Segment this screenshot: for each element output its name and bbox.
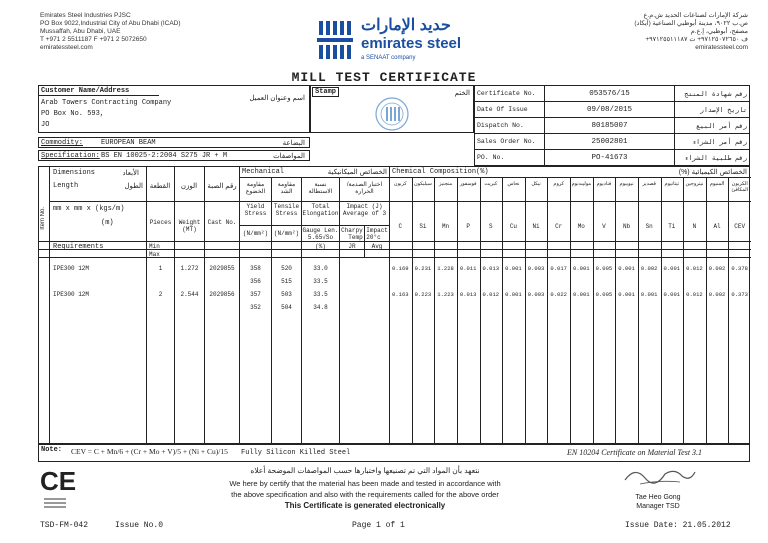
- gauge-length-label: Gauge Len. 5.65√So: [302, 227, 339, 241]
- element-value: 0.223: [414, 291, 432, 298]
- weight-label-ar: الوزن: [180, 183, 198, 190]
- element-label-ar: فوسفور: [459, 181, 477, 187]
- logo-arabic: حديد الإمارات: [361, 17, 451, 34]
- document-title: MILL TEST CERTIFICATE: [291, 70, 477, 85]
- element-header: Si: [419, 223, 427, 230]
- certify-line-3: This Certificate is generated electronically: [284, 501, 446, 510]
- row-2-elong-2: 34.8: [313, 304, 328, 311]
- address-line-ar: مصفح، أبوظبي، إ.ع.م: [690, 28, 748, 35]
- avg-label: Avg: [371, 243, 383, 250]
- company-address-en: [40, 12, 181, 52]
- element-label-ar: الكربون المكافئ: [731, 181, 749, 193]
- element-value: 0.001: [640, 291, 658, 298]
- killed-steel-note: Fully Silicon Killed Steel: [241, 449, 351, 457]
- specification-value: BS EN 10025-2:2004 S275 JR + M: [101, 152, 228, 160]
- impact-label-ar: اختبار الصدمة/الحرارة: [346, 182, 383, 195]
- dimensions-label: Dimensions: [53, 169, 96, 177]
- certificate-number: 053576/15: [545, 86, 675, 102]
- cert-row-label: Date Of Issue: [475, 102, 545, 118]
- row-1-yield-1: 358: [250, 265, 261, 272]
- commodity-row: [38, 137, 310, 148]
- row-2-tensile-2: 504: [281, 304, 292, 311]
- tensile-unit: (N/mm²): [273, 230, 300, 237]
- specification-label: Specification:: [41, 152, 100, 160]
- cert-row-label: Sales Order No.: [475, 134, 545, 150]
- element-value: 0.002: [708, 291, 726, 298]
- row-2-cast: 2029856: [209, 291, 235, 298]
- address-line: Mussaffah, Abu Dhabi, UAE: [40, 28, 121, 35]
- cert-row: [475, 134, 750, 150]
- element-value: 0.373: [731, 291, 748, 298]
- pieces-label: Pieces: [149, 219, 172, 226]
- cert-row-label-ar: تاريخ الإصدار: [675, 102, 750, 118]
- cert-row-label: Certificate No.: [475, 86, 545, 102]
- element-value: 0.169: [392, 265, 409, 272]
- element-header: V: [602, 223, 606, 230]
- total-elongation-label: Total Elongation: [302, 203, 339, 217]
- element-value: 1.228: [437, 265, 454, 272]
- phone-line-ar: ف ٩٧١٢٥٠٧٢٦٥٠+ ت ٩٧١٢٥٥١١١٨٧+: [645, 36, 748, 43]
- element-label-ar: نيتروجين: [685, 181, 704, 187]
- element-value: 0.163: [392, 291, 409, 298]
- row-1-weight: 1.272: [180, 265, 199, 272]
- certify-line-1: We here by certify that the material has been made and tested in accordance with: [229, 479, 501, 488]
- cert-row: [475, 102, 750, 118]
- row-2-pieces: 2: [158, 291, 163, 298]
- element-label-ar: سيليكون: [413, 181, 432, 187]
- row-1-pieces: 1: [158, 265, 163, 272]
- element-label-ar: تيتانيوم: [664, 181, 680, 187]
- web-line-ar: emiratessteel.com: [695, 44, 748, 51]
- signer-name: Tae Heo Gong: [635, 494, 681, 501]
- page-number: Page 1 of 1: [352, 521, 405, 530]
- element-header: Cr: [555, 223, 563, 230]
- row-2-elong-1: 33.5: [313, 291, 328, 298]
- length-label: Length: [53, 182, 79, 190]
- company-logo: [315, 15, 475, 67]
- mechanical-label: Mechanical: [242, 168, 285, 176]
- row-2-yield-1: 357: [250, 291, 261, 298]
- element-header: N: [692, 223, 697, 230]
- element-header: P: [466, 223, 470, 230]
- dispatch-number: 80185007: [545, 118, 675, 134]
- charpy-label: Charpy Impact Temp 20°c: [341, 227, 388, 241]
- row-2-yield-2: 352: [250, 304, 261, 311]
- customer-box: [38, 85, 310, 133]
- stamp-box: [310, 85, 474, 133]
- unit-row: mm x mm x (kgs/m): [53, 205, 125, 213]
- company-address-ar: [634, 12, 748, 52]
- row-2-size: IPE300 12M: [53, 291, 90, 298]
- commodity-label-ar: البضاعة: [282, 140, 305, 147]
- element-value: 0.005: [595, 265, 613, 272]
- element-label-ar: موليبدنوم: [571, 181, 592, 187]
- element-value: 0.231: [414, 265, 432, 272]
- element-value: 0.012: [686, 291, 703, 298]
- en-10204-note: EN 10204 Certificate on Material Test 3.1: [567, 448, 703, 457]
- element-header: Nb: [622, 223, 631, 230]
- address-line-ar: ص.ب ٩٠٢٢، مدينة أبوظبي الصناعية (آيكاد): [634, 20, 748, 27]
- company-stamp-icon: [373, 96, 411, 132]
- requirements-label: Requirements: [53, 243, 104, 251]
- mechanical-label-ar: الخصائص الميكانيكية: [327, 169, 387, 176]
- certify-text-ar: نتعهد بأن المواد التي تم تصنيعها واختبارها حسب المواصفات الموضحة أعلاه: [250, 466, 480, 475]
- element-label-ar: نيوبيوم: [619, 181, 634, 187]
- element-header: Al: [713, 223, 721, 230]
- sales-order-number: 25002801: [545, 134, 675, 150]
- yield-label-ar: مقاومة الخضوع: [245, 182, 266, 195]
- cert-row: [475, 86, 750, 102]
- element-value: 0.002: [640, 265, 658, 272]
- element-value: 0.001: [618, 291, 635, 298]
- certify-line-2: the above specification and also with the requirements called for the above order: [231, 490, 499, 499]
- element-value: 0.005: [595, 291, 613, 298]
- chemical-label-ar: الخصائص الكيميائية (%): [678, 169, 747, 176]
- element-value: 0.003: [527, 291, 545, 298]
- phone-line: T +971 2 5511187 F +971 2 5072650: [40, 36, 147, 43]
- commodity-value: EUROPEAN BEAM: [101, 139, 156, 147]
- row-1-size: IPE300 12M: [53, 265, 90, 272]
- cert-row: [475, 118, 750, 134]
- min-label: Min: [149, 243, 160, 250]
- element-header: Ti: [668, 223, 676, 230]
- element-label-ar: نحاس: [507, 181, 520, 187]
- yield-unit: (N/mm²): [242, 230, 269, 237]
- element-label-ar: منجنيز: [438, 181, 453, 187]
- cert-row: [475, 150, 750, 166]
- cev-formula: CEV = C + Mn/6 + (Cr + Mo + V)/5 + (Ni + Cu)/15: [71, 447, 228, 456]
- element-value: 0.001: [618, 265, 635, 272]
- signature-icon: [620, 462, 700, 490]
- customer-address: PO Box No. 593,: [41, 110, 105, 118]
- row-2-weight: 2.544: [180, 291, 199, 298]
- commodity-label: Commodity:: [41, 139, 84, 147]
- company-name-ar: شركة الإمارات لصناعات الحديد ش.م.ع: [643, 12, 748, 19]
- element-header: C: [398, 223, 403, 230]
- cert-row-label-ar: رقم أمر الشراء: [675, 134, 750, 150]
- element-label-ar: قصدير: [642, 181, 656, 187]
- element-value: 1.223: [437, 291, 454, 298]
- test-results-table: [38, 166, 750, 444]
- element-value: 0.012: [686, 265, 703, 272]
- element-header: CEV: [734, 223, 746, 230]
- po-number: PO-41673: [545, 150, 675, 166]
- row-1-tensile-2: 515: [281, 278, 292, 285]
- impact-label: Impact (J) Average of 3: [342, 203, 387, 217]
- row-1-elong-1: 33.0: [313, 265, 328, 272]
- tensile-label-ar: مقاومة الشد: [277, 182, 296, 195]
- issue-number: Issue No.0: [115, 521, 164, 530]
- stamp-label: Stamp: [312, 87, 339, 97]
- pieces-label-ar: القطعة: [149, 183, 171, 190]
- row-1-cast: 2029855: [209, 265, 235, 272]
- customer-label-ar: اسم وعنوان العميل: [249, 95, 305, 102]
- element-value: 0.022: [550, 291, 567, 298]
- element-label-ar: كروم: [553, 181, 565, 187]
- note-label: Note:: [41, 446, 63, 454]
- element-label-ar: ألمنيوم: [709, 181, 725, 187]
- note-row: [38, 444, 750, 462]
- elongation-unit: (%): [315, 243, 326, 250]
- element-value: 0.378: [731, 265, 748, 272]
- form-number: TSD-FM-042: [40, 521, 89, 530]
- cert-row-label-ar: رقم أمر البيع: [675, 118, 750, 134]
- length-unit: (m): [101, 219, 114, 227]
- element-label-ar: نيكل: [531, 181, 541, 187]
- tensile-label: Tensile Stress: [273, 203, 300, 217]
- element-label-ar: فناديوم: [596, 181, 612, 187]
- ce-certification-details-icon: [44, 496, 66, 512]
- element-header: Mn: [441, 223, 450, 230]
- row-1-tensile-1: 520: [281, 265, 292, 272]
- row-1-elong-2: 33.5: [313, 278, 328, 285]
- chemical-label: Chemical Composition(%): [392, 168, 489, 176]
- elongation-label-ar: نسبة الاستطالة: [308, 182, 333, 195]
- cert-row-label-ar: رقم شهادة المنتج: [675, 86, 750, 102]
- row-2-tensile-1: 503: [281, 291, 292, 298]
- signer-title: Manager TSD: [636, 503, 680, 510]
- element-value: 0.001: [663, 265, 681, 272]
- element-value: 0.011: [459, 265, 477, 272]
- certificate-info-table: [474, 85, 750, 166]
- element-label-ar: كبريت: [484, 181, 498, 187]
- element-value: 0.013: [482, 265, 500, 272]
- logo-subtitle: a SENAAT company: [361, 55, 416, 61]
- element-header: Sn: [645, 223, 653, 230]
- element-header: S: [489, 223, 493, 230]
- element-value: 0.017: [550, 265, 567, 272]
- element-value: 0.013: [459, 291, 477, 298]
- weight-label: Weight (MT): [178, 219, 201, 233]
- date-of-issue: 09/08/2015: [545, 102, 675, 118]
- logo-mark-icon: [315, 17, 355, 63]
- length-label-ar: الطول: [124, 183, 143, 190]
- element-value: 0.001: [573, 291, 590, 298]
- element-value: 0.001: [505, 265, 522, 272]
- max-label: Max: [149, 251, 160, 258]
- cert-row-label: PO. No.: [475, 150, 545, 166]
- cast-label-ar: رقم الصبة: [207, 183, 237, 190]
- specification-label-ar: المواصفات: [273, 153, 305, 160]
- element-value: 0.001: [573, 265, 590, 272]
- company-name: Emirates Steel Industries PJSC: [40, 12, 131, 19]
- customer-name: Arab Towers Contracting Company: [41, 99, 172, 107]
- element-header: Mo: [577, 223, 585, 230]
- dimensions-label-ar: الأبعاد: [122, 170, 139, 177]
- cert-row-label: Dispatch No.: [475, 118, 545, 134]
- item-no-label: Item No.: [40, 207, 46, 230]
- yield-label: Yield Stress: [244, 203, 267, 217]
- ce-mark: CE: [40, 466, 77, 496]
- customer-country: JO: [41, 121, 50, 129]
- element-value: 0.012: [482, 291, 500, 298]
- element-header: Ni: [532, 223, 540, 230]
- element-value: 0.001: [663, 291, 681, 298]
- element-header: Cu: [509, 223, 518, 230]
- cert-row-label-ar: رقم طلبية الشراء: [675, 150, 750, 166]
- logo-english: emirates steel: [361, 35, 462, 52]
- issue-date: Issue Date: 21.05.2012: [625, 521, 731, 530]
- element-value: 0.002: [708, 265, 726, 272]
- element-label-ar: كربون: [393, 181, 407, 187]
- element-value: 0.003: [527, 265, 545, 272]
- stamp-label-ar: الختم: [454, 90, 470, 97]
- cast-label: Cast No.: [207, 219, 237, 226]
- customer-label: Customer Name/Address: [41, 87, 130, 95]
- row-1-yield-2: 356: [250, 278, 261, 285]
- element-value: 0.001: [505, 291, 522, 298]
- specification-row: [38, 150, 310, 161]
- address-line: PO Box 9022,Industrial City of Abu Dhabi (ICAD): [40, 20, 181, 27]
- jr-label: JR: [348, 243, 356, 250]
- web-line: emiratessteel.com: [40, 44, 93, 51]
